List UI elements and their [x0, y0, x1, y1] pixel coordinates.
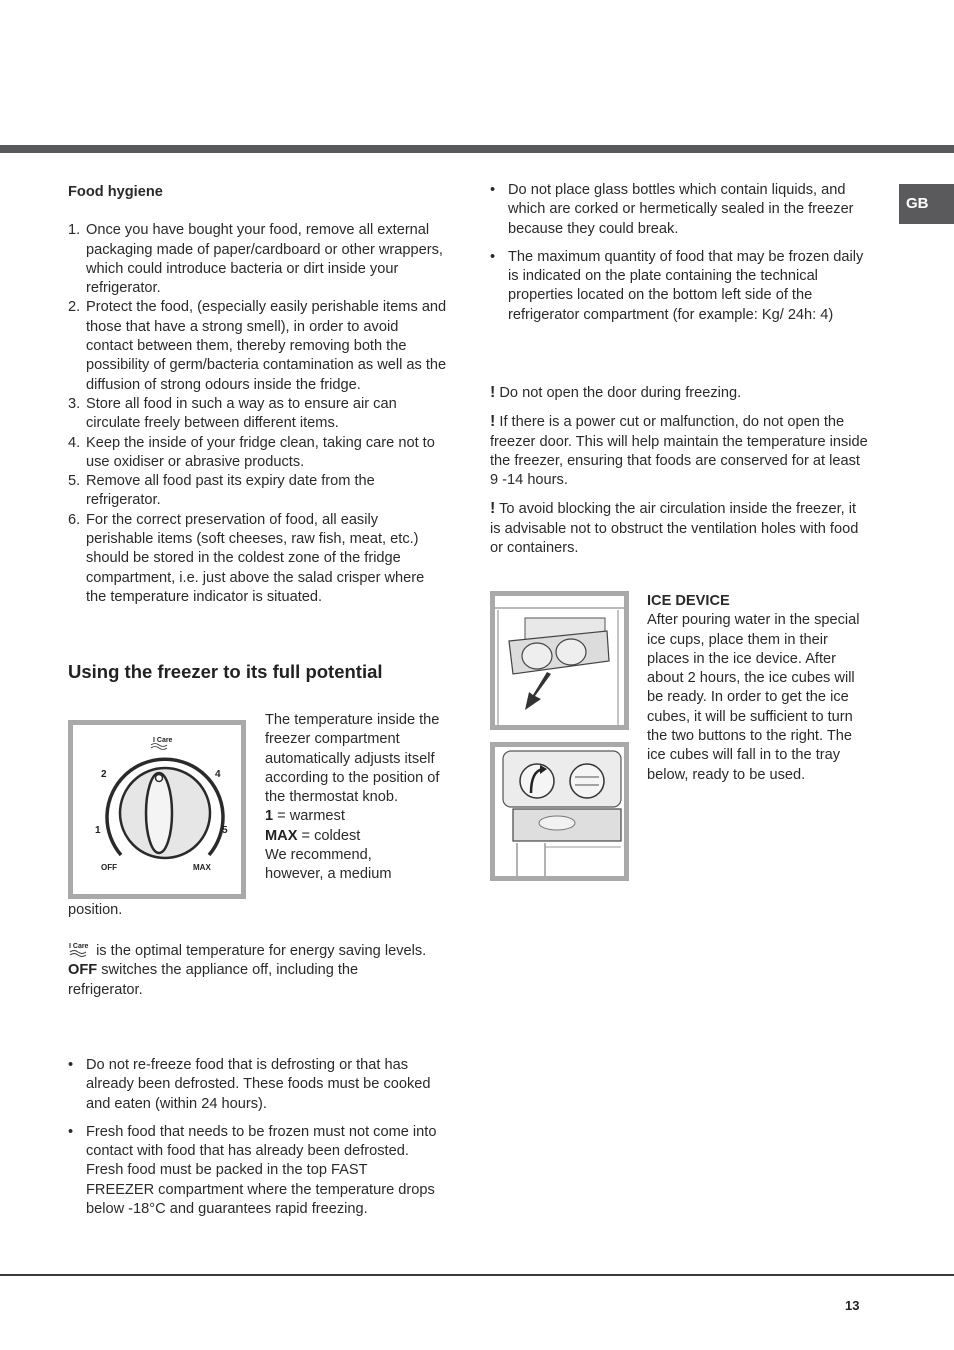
list-item: 5. Remove all food past its expiry date from the refrigerator.: [68, 473, 375, 509]
food-hygiene-list: [68, 221, 448, 607]
footer-rule: [0, 1274, 954, 1276]
knob-label-2: 2: [101, 769, 107, 780]
ice-device-text: After pouring water in the special ice cups, place them in their places in the ice device. After about 2 hours, the ice cubes will be ready. In order to get the ice cubes, it will be sufficient to turn the two buttons to the right. The ice cubes will fall in to the tray below, ready to be used.: [647, 612, 860, 783]
icare-icon: [68, 940, 92, 958]
list-item: 6. For the correct preservation of food, all easily perishable items (soft cheeses, raw fish, meat, etc.) should be stored in the coldest zone of the fridge compartment, i.e. just above the salad crisper where the temperature indicator is situated.: [68, 511, 425, 605]
ice-device-title: ICE DEVICE: [647, 593, 730, 609]
language-tab: GB: [899, 184, 954, 224]
svg-text:I Care: I Care: [69, 943, 89, 950]
warning-1: ! Do not open the door during freezing.: [490, 384, 742, 401]
recommend-continued: position.: [68, 902, 123, 918]
knob-label-5: 5: [222, 825, 228, 836]
coldest-line: MAX = coldest: [265, 827, 361, 844]
ice-knob-turn-icon: [495, 747, 624, 876]
list-item: 3. Store all food in such a way as to ensure air can circulate freely between different items.: [68, 395, 397, 432]
food-hygiene-section: [68, 183, 448, 607]
freezer-heading: Using the freezer to its full potential: [68, 661, 383, 682]
knob-off-label: OFF: [101, 863, 117, 872]
warmest-line: 1 = warmest: [265, 808, 345, 825]
header-bar: [0, 145, 954, 153]
list-item: • Do not re-freeze food that is defrosting or that has already been defrosted. These foods must be cooked and eaten (within 24 hours).: [68, 1056, 438, 1114]
recommend-line: We recommend, however, a medium: [265, 847, 392, 883]
ice-device-figure-1: [490, 591, 629, 730]
list-item: 4. Keep the inside of your fridge clean, taking care not to use oxidiser or abrasive products.: [68, 434, 435, 470]
warnings-section: [490, 383, 870, 558]
ice-tray-icon: [495, 596, 624, 725]
freezer-bullets: [68, 1056, 438, 1219]
off-description: OFF switches the appliance off, including the refrigerator.: [68, 962, 359, 998]
thermostat-knob-figure: [68, 720, 246, 899]
icare-label: I Care: [153, 737, 173, 744]
list-item: 2. Protect the food, (especially easily perishable items and those that have a strong smell), in order to avoid contact between them, thereby removing both the possibility of germ/bacteria contamination as well as the diffusion of strong odours inside the fridge.: [68, 299, 447, 393]
ice-device-section: [647, 592, 872, 785]
knob-max-label: MAX: [193, 863, 211, 872]
right-bullets: [490, 181, 868, 325]
warning-3: ! To avoid blocking the air circulation inside the freezer, it is advisable not to obstruct the ventilation holes with food or containers.: [490, 500, 859, 557]
list-item: • Fresh food that needs to be frozen must not come into contact with food that has already been defrosted. Fresh food must be packed in the top FAST FREEZER compartment where the temperature drops below -18°C and guarantees rapid freezing.: [68, 1123, 438, 1219]
page-number: 13: [845, 1298, 860, 1313]
food-hygiene-title: Food hygiene: [68, 184, 163, 200]
ice-device-figure-2: [490, 742, 629, 881]
thermostat-knob-icon: [73, 725, 241, 894]
icare-description: I Care is the optimal temperature for energy saving levels. OFF switches the appliance off, including the refrigerator.: [68, 940, 428, 1000]
knob-label-1: 1: [95, 825, 101, 836]
thermostat-description: [265, 711, 445, 885]
list-item: • The maximum quantity of food that may be frozen daily is indicated on the plate containing the technical properties located on the bottom left side of the refrigerator compartment (for example: Kg/ 24h: 4): [490, 248, 868, 325]
knob-label-4: 4: [215, 769, 221, 780]
warning-2: ! If there is a power cut or malfunction, do not open the freezer door. This will help maintain the temperature inside the freezer, ensuring that foods are conserved for at least 9 -14 hours.: [490, 413, 868, 489]
list-item: 1. Once you have bought your food, remove all external packaging made of paper/cardboard or other wrappers, which could introduce bacteria or dirt inside your refrigerator.: [68, 222, 443, 297]
list-item: • Do not place glass bottles which contain liquids, and which are corked or hermetically sealed in the freezer because they could break.: [490, 181, 868, 239]
thermostat-intro: The temperature inside the freezer compartment automatically adjusts itself according to the position of the thermostat knob.: [265, 712, 440, 806]
